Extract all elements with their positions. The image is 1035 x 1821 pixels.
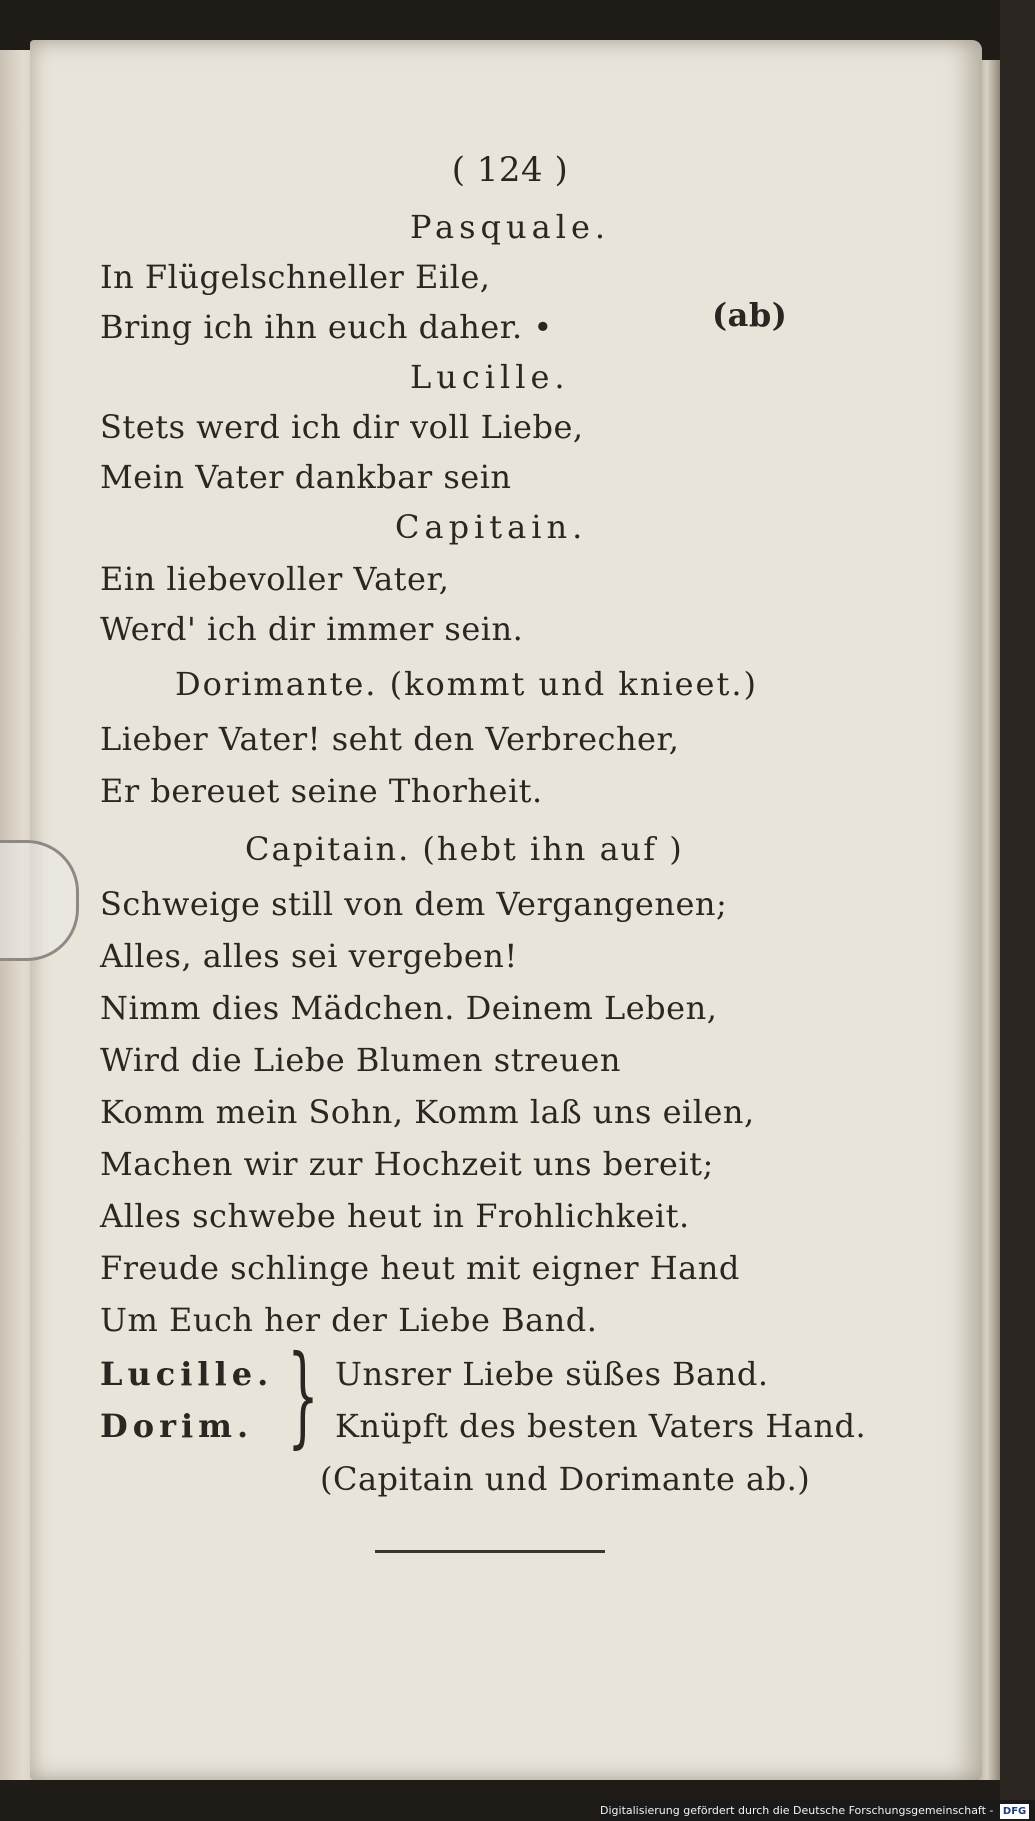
credit-text: Digitalisierung gefördert durch die Deutsche Forschungsgemeinschaft - <box>600 1804 994 1817</box>
verse-line: Alles, alles sei vergeben! <box>100 937 518 975</box>
speaker-pasquale: Pasquale. <box>409 208 611 246</box>
verse-line: Bring ich ihn euch daher. • <box>100 308 553 346</box>
verse-line: Schweige still von dem Vergangenen; <box>100 885 728 923</box>
verse-line: Freude schlinge heut mit eigner Hand <box>100 1249 740 1287</box>
speaker-lucille: Lucille. <box>410 358 570 396</box>
verse-line: Wird die Liebe Blumen streuen <box>100 1041 621 1079</box>
digitization-credit <box>600 1800 1035 1821</box>
duet-speaker-dorim: Dorim. <box>100 1407 254 1445</box>
verse-line: Werd' ich dir immer sein. <box>100 610 524 648</box>
speaker-capitain: Capitain. (hebt ihn auf ) <box>245 830 684 868</box>
verse-line: Komm mein Sohn, Komm laß uns eilen, <box>100 1093 755 1131</box>
verse-line: Nimm dies Mädchen. Deinem Leben, <box>100 989 718 1027</box>
stage-direction-ab: (ab) <box>712 296 788 334</box>
duet-speaker-lucille: Lucille. <box>100 1355 274 1393</box>
verse-line: Lieber Vater! seht den Verbrecher, <box>100 720 680 758</box>
verse-line: Stets werd ich dir voll Liebe, <box>100 408 584 446</box>
duet-line: Knüpft des besten Vaters Hand. <box>335 1407 867 1445</box>
page-number: ( 124 ) <box>451 150 569 190</box>
verse-line: Mein Vater dankbar sein <box>100 458 512 496</box>
verse-line: Ein liebevoller Vater, <box>100 560 450 598</box>
dfg-logo: DFG <box>1000 1804 1029 1819</box>
verse-line: Alles schwebe heut in Frohlichkeit. <box>100 1197 690 1235</box>
duet-line: Unsrer Liebe süßes Band. <box>335 1355 769 1393</box>
stage-direction-final: (Capitain und Dorimante ab.) <box>320 1460 811 1498</box>
section-rule <box>375 1550 605 1553</box>
verse-line: Machen wir zur Hochzeit uns bereit; <box>100 1145 714 1183</box>
speaker-capitain: Capitain. <box>395 508 588 546</box>
curly-brace-icon: } <box>287 1331 319 1459</box>
speaker-dorimante: Dorimante. (kommt und knieet.) <box>175 665 758 703</box>
verse-line: Um Euch her der Liebe Band. <box>100 1301 598 1339</box>
verse-line: Er bereuet seine Thorheit. <box>100 772 543 810</box>
verse-line: In Flügelschneller Eile, <box>100 258 491 296</box>
